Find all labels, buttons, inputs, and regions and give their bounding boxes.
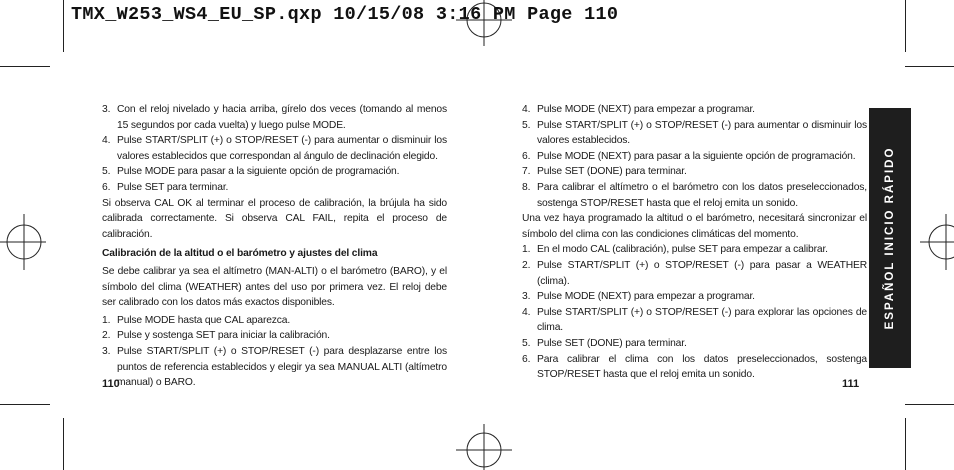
page-number-left: 110: [102, 378, 120, 390]
list-item: [102, 180, 447, 196]
step-text: Pulse MODE (NEXT) para empezar a programar.: [537, 291, 755, 303]
step-text: Pulse START/SPLIT (+) o STOP/RESET (-) para aumentar o disminuir los valores establecidos que correspondan al ángulo de declinación elegido.: [117, 135, 447, 162]
intro-paragraph: Se debe calibrar ya sea el altímetro (MAN-ALTI) o el barómetro (BARO), y el símbolo del clima (WEATHER) antes del uso por primera vez. El reloj debe ser calibrado con los datos más exactos disponibles.: [102, 265, 447, 309]
left-page-column: [102, 102, 447, 391]
sync-paragraph: Una vez haya programado la altitud o el barómetro, necesitará sincronizar el símbolo del clima con las condiciones climáticas del momento.: [522, 213, 867, 240]
step-text: Pulse MODE (NEXT) para pasar a la siguiente opción de programación.: [537, 150, 856, 162]
crop-mark: [905, 404, 954, 405]
step-number: 3.: [102, 345, 111, 357]
list-item: [102, 102, 447, 133]
step-number: 6.: [102, 181, 111, 193]
crop-mark: [63, 0, 64, 52]
list-item: [522, 289, 867, 305]
list-item: [522, 352, 867, 383]
step-text: Pulse MODE para pasar a la siguiente opción de programación.: [117, 166, 400, 178]
registration-mark-icon: [456, 424, 512, 470]
step-number: 2.: [522, 259, 531, 271]
crop-mark: [905, 66, 954, 67]
step-number: 1.: [102, 314, 111, 326]
step-number: 1.: [522, 244, 531, 256]
crop-mark: [905, 0, 906, 52]
step-number: 8.: [522, 181, 531, 193]
step-number: 5.: [522, 119, 531, 131]
file-slug-header: TMX_W253_WS4_EU_SP.qxp 10/15/08 3:16 PM Page 110: [71, 4, 619, 25]
crop-mark: [63, 418, 64, 470]
step-text: Pulse START/SPLIT (+) o STOP/RESET (-) para pasar a WEATHER (clima).: [537, 259, 867, 287]
step-number: 6.: [522, 353, 531, 365]
list-item: [522, 149, 867, 165]
calibration-result-paragraph: Si observa CAL OK al terminar el proceso de calibración, la brújula ha sido calibrada correctamente. Si observa CAL FAIL, repita el proceso de calibración.: [102, 197, 447, 240]
language-side-tab: [869, 108, 911, 368]
step-text: Pulse SET para terminar.: [117, 181, 229, 193]
list-item: [522, 164, 867, 180]
list-item: [102, 328, 447, 344]
list-item: [102, 164, 447, 180]
step-number: 2.: [102, 330, 111, 342]
step-number: 5.: [102, 166, 111, 178]
page-number-right: 111: [842, 378, 860, 390]
side-tab-label: ESPAÑOL INICIO RÁPIDO: [884, 146, 896, 330]
registration-mark-icon: [920, 214, 954, 270]
crop-mark: [0, 66, 50, 67]
list-item: [102, 344, 447, 391]
step-text: Pulse MODE hasta que CAL aparezca.: [117, 314, 291, 326]
step-number: 3.: [522, 291, 531, 303]
step-text: Para calibrar el clima con los datos preseleccionados, sostenga STOP/RESET hasta que el reloj emita un sonido.: [537, 353, 867, 381]
step-text: Pulse y sostenga SET para iniciar la calibración.: [117, 330, 330, 342]
step-text: Con el reloj nivelado y hacia arriba, gírelo dos veces (tomando al menos 15 segundos por cada vuelta) y luego pulse MODE.: [117, 104, 447, 131]
step-number: 4.: [522, 306, 531, 318]
step-text: Pulse START/SPLIT (+) o STOP/RESET (-) para desplazarse entre los puntos de referencia establecidos y elegir ya sea MANUAL ALTI (altímetro manual) o BARO.: [117, 345, 447, 389]
step-number: 5.: [522, 337, 531, 349]
step-text: Para calibrar el altímetro o el barómetro con los datos preseleccionados, sostenga STOP/RESET hasta que el reloj emita un sonido.: [537, 181, 867, 209]
step-number: 7.: [522, 166, 531, 178]
step-text: Pulse MODE (NEXT) para empezar a programar.: [537, 104, 755, 115]
right-page-column: [522, 102, 867, 383]
step-text: Pulse START/SPLIT (+) o STOP/RESET (-) para explorar las opciones de clima.: [537, 306, 867, 334]
crop-mark: [905, 418, 906, 470]
step-text: Pulse SET (DONE) para terminar.: [537, 166, 687, 178]
step-text: En el modo CAL (calibración), pulse SET para empezar a calibrar.: [537, 244, 828, 256]
step-number: 6.: [522, 150, 531, 162]
step-number: 4.: [102, 135, 111, 147]
step-text: Pulse SET (DONE) para terminar.: [537, 337, 687, 349]
step-number: 3.: [102, 104, 111, 115]
section-heading: Calibración de la altitud o el barómetro y ajustes del clima: [102, 248, 378, 260]
list-item: [102, 313, 447, 329]
list-item: [522, 102, 867, 118]
list-item: [522, 336, 867, 352]
list-item: [522, 118, 867, 149]
list-item: [522, 180, 867, 211]
list-item: [102, 133, 447, 164]
step-number: 4.: [522, 104, 531, 115]
crop-mark: [0, 404, 50, 405]
registration-mark-icon: [0, 214, 46, 270]
list-item: [522, 242, 867, 258]
list-item: [522, 305, 867, 336]
list-item: [522, 258, 867, 289]
step-text: Pulse START/SPLIT (+) o STOP/RESET (-) para aumentar o disminuir los valores establecidos.: [537, 119, 867, 147]
